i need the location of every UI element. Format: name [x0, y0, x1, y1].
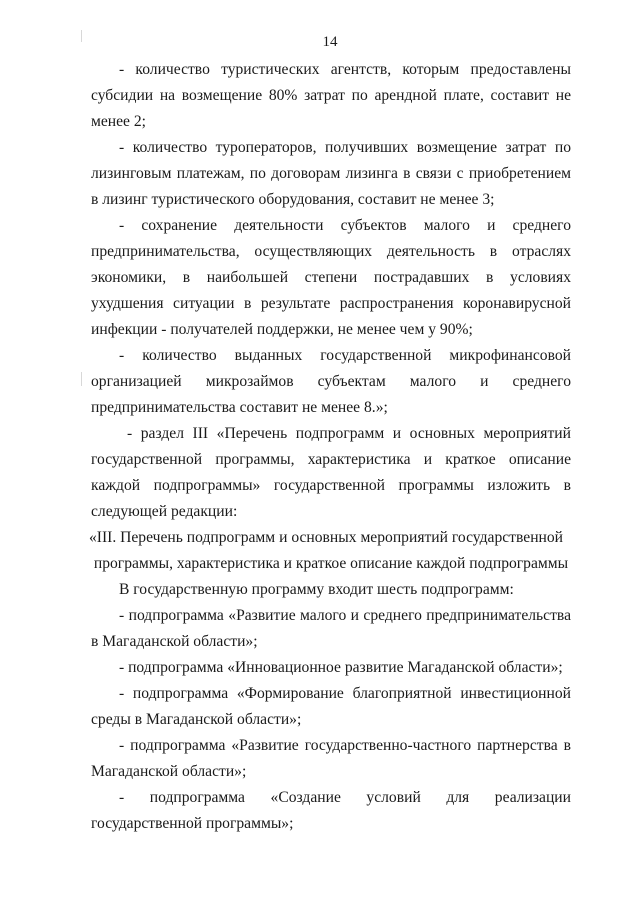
body-paragraph: - количество туристических агентств, которым предоставлены субсидии на возмещение 80% затрат по арендной плате, составит не менее 2; — [91, 61, 571, 130]
document-body — [88, 57, 571, 837]
body-paragraph: - количество туроператоров, получивших возмещение затрат по лизинговым платежам, по договорам лизинга в связи с приобретением в лизинг туристического оборудования, составит не менее 3; — [91, 139, 571, 208]
scan-margin-mark — [81, 372, 82, 386]
subprogram-item: - подпрограмма «Развитие малого и среднего предпринимательства в Магаданской области»; — [91, 607, 571, 650]
page-number: 14 — [322, 34, 338, 50]
subprogram-item: - подпрограмма «Создание условий для реализации государственной программы»; — [91, 789, 571, 832]
body-paragraph: - раздел III «Перечень подпрограмм и основных мероприятий государственной программы, характеристика и краткое описание каждой подпрограммы» государственной программы изложить в следующей редакции: — [91, 425, 571, 520]
body-paragraph: - количество выданных государственной микрофинансовой организацией микрозаймов субъектам малого и среднего предпринимательства составит не менее 8.»; — [91, 347, 571, 416]
subprogram-item: - подпрограмма «Развитие государственно-частного партнерства в Магаданской области»; — [91, 737, 571, 780]
section-heading-line: «III. Перечень подпрограмм и основных мероприятий государственной — [88, 529, 564, 546]
intro-paragraph: В государственную программу входит шесть подпрограмм: — [119, 581, 514, 598]
section-heading-line: программы, характеристика и краткое описание каждой подпрограммы — [93, 555, 569, 572]
section-heading — [88, 525, 571, 577]
subprogram-item: - подпрограмма «Инновационное развитие Магаданской области»; — [119, 659, 563, 676]
subprogram-item: - подпрограмма «Формирование благоприятной инвестиционной среды в Магаданской области»; — [91, 685, 571, 728]
body-paragraph: - сохранение деятельности субъектов малого и среднего предпринимательства, осуществляющих деятельность в отраслях экономики, в наибольшей степени пострадавших в условиях ухудшения ситуации в результате распространения коронавирусной инфекции - получателей поддержки, не менее чем у 90%; — [91, 217, 571, 338]
